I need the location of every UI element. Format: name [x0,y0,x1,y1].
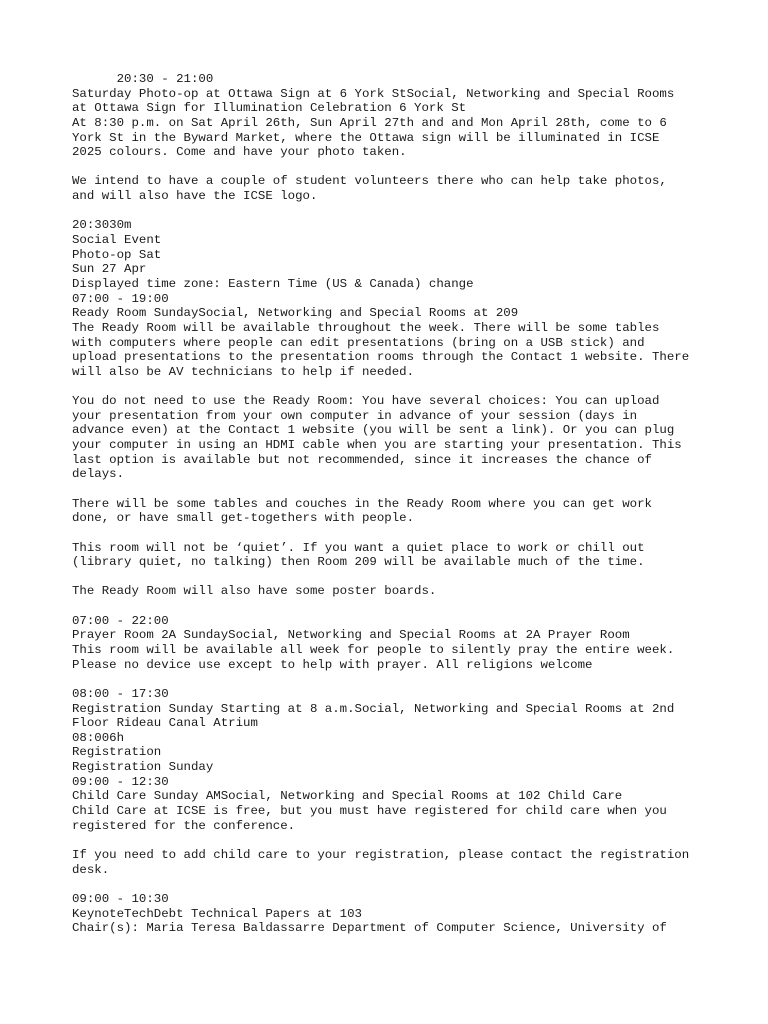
text-line: at Ottawa Sign for Illumination Celebration 6 York St [72,101,467,116]
text-line [72,482,712,497]
text-line: Child Care at ICSE is free, but you must have registered for child care when you [72,804,667,819]
text-line: your presentation from your own computer in advance of your session (days in [72,408,638,423]
text-line [72,833,712,848]
text-line: 2025 colours. Come and have your photo taken. [72,145,407,160]
text-line: There will be some tables and couches in the Ready Room where you can get work [72,496,652,511]
document-text [72,72,712,936]
text-line: will also be AV technicians to help if needed. [72,364,415,379]
text-line: The Ready Room will also have some poster boards. [72,584,437,599]
text-line [72,160,712,175]
text-line: Child Care Sunday AMSocial, Networking and Special Rooms at 102 Child Care [72,789,623,804]
text-line: The Ready Room will be available throughout the week. There will be some tables [72,320,660,335]
text-line [72,672,712,687]
text-line [72,599,712,614]
text-line: 07:00 - 22:00 [72,613,169,628]
text-line [72,877,712,892]
text-line: 20:30 - 21:00 [72,72,214,86]
text-line: At 8:30 p.m. on Sat April 26th, Sun April 27th and and Mon April 28th, come to 6 [72,115,667,130]
text-line: your computer in using an HDMI cable when you are starting your presentation. This [72,438,682,453]
text-line: Floor Rideau Canal Atrium [72,716,258,731]
text-line: and will also have the ICSE logo. [72,189,318,204]
text-line: with computers where people can edit presentations (bring on a USB stick) and [72,335,645,350]
text-line: Displayed time zone: Eastern Time (US & Canada) change [72,276,474,291]
text-line: Registration Sunday Starting at 8 a.m.Social, Networking and Special Rooms at 2nd [72,701,675,716]
text-line [72,379,712,394]
text-line: 09:00 - 12:30 [72,774,169,789]
text-line: This room will not be ‘quiet’. If you want a quiet place to work or chill out [72,540,645,555]
text-line: You do not need to use the Ready Room: You have several choices: You can upload [72,394,660,409]
text-line: 07:00 - 19:00 [72,291,169,306]
text-line: Prayer Room 2A SundaySocial, Networking and Special Rooms at 2A Prayer Room [72,628,630,643]
text-line: This room will be available all week for people to silently pray the entire week. [72,642,675,657]
text-line: (library quiet, no talking) then Room 209 will be available much of the time. [72,555,645,570]
text-line: Social Event [72,233,162,248]
text-line: 09:00 - 10:30 [72,891,169,906]
text-line: 08:00 - 17:30 [72,686,169,701]
text-line [72,526,712,541]
text-line: last option is available but not recommended, since it increases the chance of [72,452,652,467]
text-line: Registration Sunday [72,760,214,775]
text-line: Ready Room SundaySocial, Networking and Special Rooms at 209 [72,306,519,321]
text-line: registered for the conference. [72,818,296,833]
text-line: delays. [72,467,125,482]
text-line: Chair(s): Maria Teresa Baldassarre Department of Computer Science, University of [72,921,667,936]
text-line [72,570,712,585]
text-line: If you need to add child care to your registration, please contact the registration [72,847,690,862]
text-line: We intend to have a couple of student volunteers there who can help take photos, [72,174,667,189]
text-line: Sun 27 Apr [72,262,147,277]
text-line: Registration [72,745,162,760]
text-line: done, or have small get-togethers with people. [72,511,415,526]
text-line: Please no device use except to help with prayer. All religions welcome [72,657,593,672]
text-line: upload presentations to the presentation rooms through the Contact 1 website. There [72,350,690,365]
text-line: 08:006h [72,730,125,745]
text-line: KeynoteTechDebt Technical Papers at 103 [72,906,362,921]
text-line: 20:3030m [72,218,132,233]
text-line [72,204,712,219]
text-line: advance even) at the Contact 1 website (you will be sent a link). Or you can plug [72,423,675,438]
text-line: Photo-op Sat [72,247,162,262]
text-line: York St in the Byward Market, where the Ottawa sign will be illuminated in ICSE [72,130,660,145]
text-line: desk. [72,862,110,877]
text-line: Saturday Photo-op at Ottawa Sign at 6 York StSocial, Networking and Special Rooms [72,86,675,101]
